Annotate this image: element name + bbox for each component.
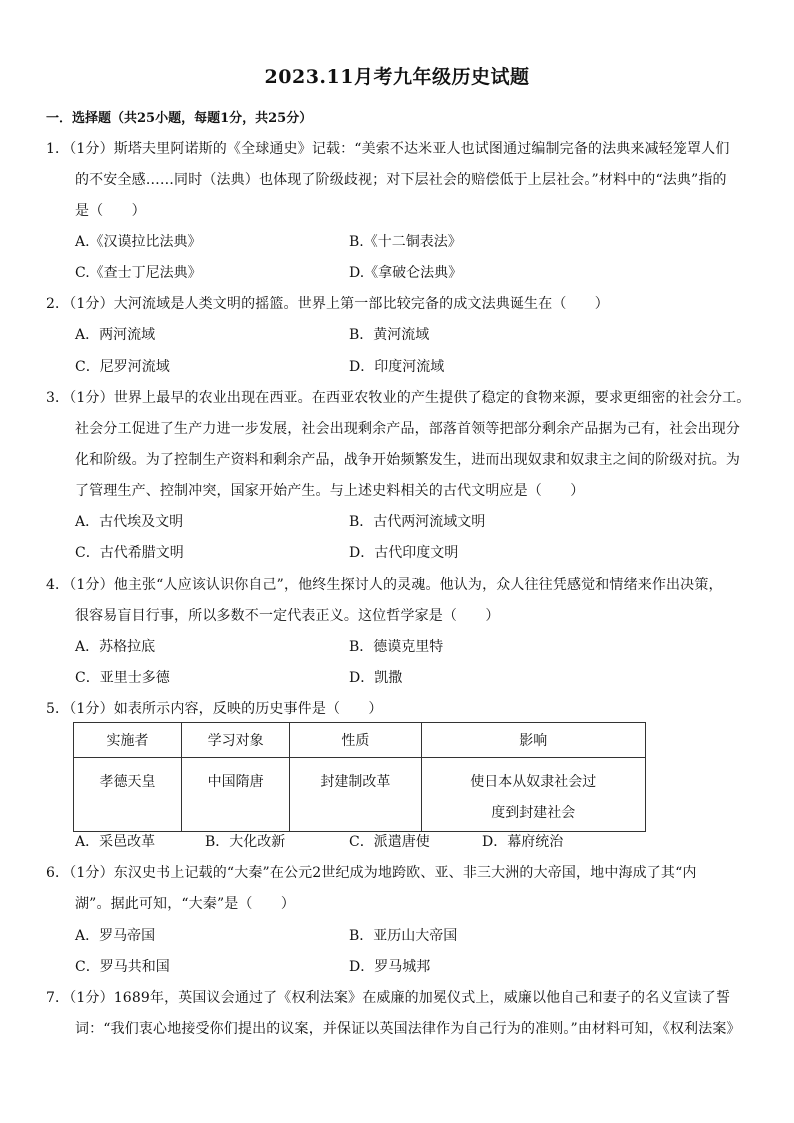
question-4-text-line-2: 很容易盲目行事，所以多数不一定代表正义。这位哲学家是（ ） [75, 608, 500, 624]
page-title: 2023.11月考九年级历史试题 [264, 66, 530, 88]
question-3-text-line-2: 社会分工促进了生产力进一步发展，社会出现剩余产品，部落首领等把部分剩余产品据为己有，社会出现分 [75, 421, 741, 437]
question-6-option-c: C．罗马共和国 [75, 959, 170, 975]
table-row [74, 758, 646, 832]
question-4-option-c: C．亚里士多德 [75, 670, 170, 686]
question-7-text-line-1: 7．（1分）1689年，英国议会通过了《权利法案》在威廉的加冕仪式上，威廉以他自己和妻子的名义宣读了誓 [46, 990, 731, 1006]
table-cell-line: 度到封建社会 [491, 805, 576, 821]
question-2-option-a: A．两河流域 [75, 327, 156, 343]
question-5-option-c: C．派遣唐使 [349, 834, 430, 850]
question-1-option-b: B.《十二铜表法》 [349, 234, 462, 250]
question-2-option-c: C．尼罗河流域 [75, 359, 170, 375]
question-5-option-d: D．幕府统治 [482, 834, 564, 850]
question-5-option-b: B．大化改新 [205, 834, 286, 850]
question-1-option-c: C.《查士丁尼法典》 [75, 265, 202, 281]
question-3-option-d: D．古代印度文明 [349, 545, 459, 561]
table-header-cell: 性质 [290, 723, 421, 758]
table-header-cell: 影响 [421, 723, 645, 758]
section-heading: 一．选择题（共25小题，每题1分，共25分） [46, 111, 313, 126]
question-6-option-d: D．罗马城邦 [349, 959, 431, 975]
question-4-option-b: B．德谟克里特 [349, 639, 444, 655]
table-header-cell: 学习对象 [182, 723, 290, 758]
question-3-option-a: A．古代埃及文明 [75, 514, 184, 530]
table-cell: 封建制改革 [290, 758, 421, 832]
table-header-cell: 实施者 [74, 723, 182, 758]
question-5-option-a: A．采邑改革 [75, 834, 156, 850]
question-5-text-line-1: 5．（1分）如表所示内容，反映的历史事件是（ ） [46, 701, 383, 717]
question-2-option-d: D．印度河流域 [349, 359, 445, 375]
question-1-text-line-1: 1．（1分）斯塔夫里阿诺斯的《全球通史》记载：“美索不达米亚人也试图通过编制完备的法典来减轻笼罩人们 [46, 141, 730, 157]
question-4-text-line-1: 4．（1分）他主张“人应该认识你自己”，他终生探讨人的灵魂。他认为，众人往往凭感觉和情绪来作出决策， [46, 577, 723, 593]
question-1-option-d: D.《拿破仑法典》 [349, 265, 463, 281]
question-6-text-line-2: 湖”。据此可知，“大秦”是（ ） [75, 896, 296, 912]
question-3-option-c: C．古代希腊文明 [75, 545, 184, 561]
question-3-text-line-4: 了管理生产、控制冲突，国家开始产生。与上述史料相关的古代文明应是（ ） [75, 483, 585, 499]
question-4-option-d: D．凯撒 [349, 670, 403, 686]
question-3-text-line-3: 化和阶级。为了控制生产资料和剩余产品，战争开始频繁发生，进而出现奴隶和奴隶主之间的阶级对抗。为 [75, 452, 741, 468]
question-2-text-line-1: 2．（1分）大河流域是人类文明的摇篮。世界上第一部比较完备的成文法典诞生在（ ） [46, 296, 609, 312]
table-cell: 中国隋唐 [182, 758, 290, 832]
table-cell [421, 758, 645, 832]
table-header-row [74, 723, 646, 758]
question-5-table [73, 722, 646, 832]
question-1-text-line-2: 的不安全感……同时（法典）也体现了阶级歧视；对下层社会的赔偿低于上层社会。”材料中的“法典”指的 [75, 172, 727, 188]
question-6-option-a: A．罗马帝国 [75, 928, 156, 944]
question-6-text-line-1: 6．（1分）东汉史书上记载的“大秦”在公元2世纪成为地跨欧、亚、非三大洲的大帝国，地中海成了其“内 [46, 865, 697, 881]
table-cell-line: 使日本从奴隶社会过 [470, 774, 597, 790]
question-4-option-a: A．苏格拉底 [75, 639, 156, 655]
table-cell: 孝德天皇 [74, 758, 182, 832]
question-7-text-line-2: 词：“我们衷心地接受你们提出的议案，并保证以英国法律作为自己行为的准则。”由材料可知，《权利法案》 [75, 1021, 741, 1037]
question-3-option-b: B．古代两河流域文明 [349, 514, 486, 530]
question-3-text-line-1: 3．（1分）世界上最早的农业出现在西亚。在西亚农牧业的产生提供了稳定的食物来源，要求更细密的社会分工。 [46, 390, 751, 406]
question-6-option-b: B．亚历山大帝国 [349, 928, 458, 944]
question-1-text-line-3: 是（ ） [75, 203, 146, 219]
question-2-option-b: B．黄河流域 [349, 327, 430, 343]
question-1-option-a: A.《汉谟拉比法典》 [75, 234, 202, 250]
